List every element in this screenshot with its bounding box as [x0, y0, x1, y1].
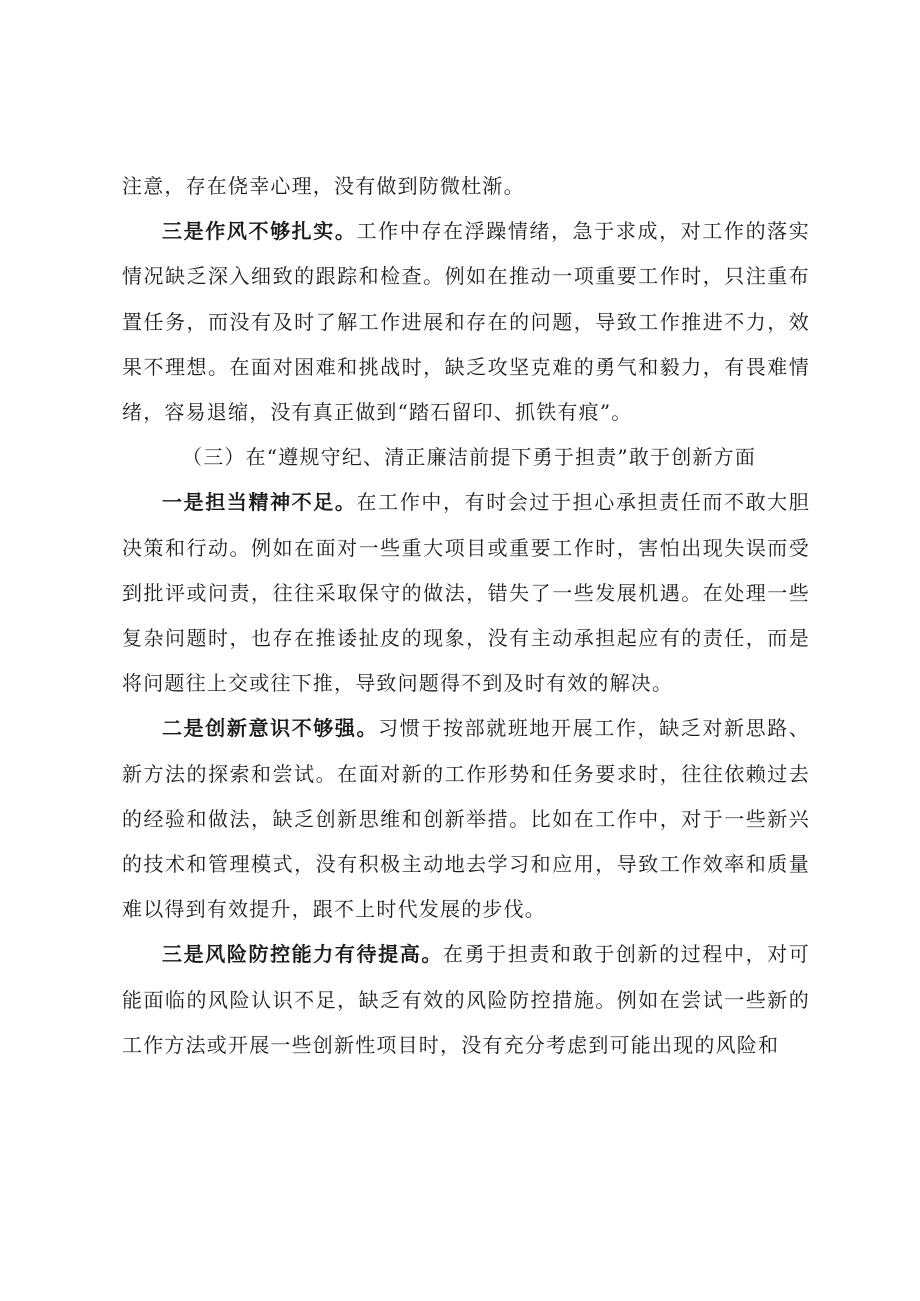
- paragraph-responsibility: [122, 480, 810, 706]
- paragraph-text: 在工作中，有时会过于担心承担责任而不敢大胆决策和行动。例如在面对一些重大项目或重要工作时，害怕出现失误而受到批评或问责，往往采取保守的做法，错失了一些发展机遇。在处理一些复杂问题时，也存在推诿扯皮的现象，没有主动承担起应有的责任，而是将问题往上交或往下推，导致问题得不到及时有效的解决。: [122, 490, 810, 696]
- paragraph-risk-control: [122, 932, 810, 1068]
- section-heading: [122, 435, 810, 480]
- paragraph-text: 注意，存在侥幸心理，没有做到防微杜渐。: [122, 174, 525, 198]
- section-heading-text: （三）在“遵规守纪、清正廉洁前提下勇于担责”敢于创新方面: [182, 445, 757, 470]
- paragraph-lead: 一是担当精神不足。: [162, 490, 357, 515]
- paragraph-innovation: [122, 706, 810, 932]
- paragraph-text: 习惯于按部就班地开展工作，缺乏对新思路、新方法的探索和尝试。在面对新的工作形势和任务要求时，往往依赖过去的经验和做法，缺乏创新思维和创新举措。比如在工作中，对于一些新兴的技术和管理模式，没有积极主动地去学习和应用，导致工作效率和质量难以得到有效提升，跟不上时代发展的步伐。: [122, 716, 811, 922]
- paragraph-text: 在勇于担责和敢于创新的过程中，对可能面临的风险认识不足，缺乏有效的风险防控措施。例如在尝试一些新的工作方法或开展一些创新性项目时，没有充分考虑到可能出现的风险和: [122, 942, 810, 1057]
- paragraph-lead: 三是风险防控能力有待提高。: [162, 942, 443, 967]
- paragraph-continuation: [122, 164, 810, 209]
- paragraph-lead: 二是创新意识不够强。: [162, 716, 379, 741]
- document-body: [122, 164, 810, 1068]
- paragraph-work-style: [122, 209, 810, 435]
- paragraph-text: 工作中存在浮躁情绪，急于求成，对工作的落实情况缺乏深入细致的跟踪和检查。例如在推动一项重要工作时，只注重布置任务，而没有及时了解工作进展和存在的问题，导致工作推进不力，效果不理想。在面对困难和挑战时，缺乏攻坚克难的勇气和毅力，有畏难情绪，容易退缩，没有真正做到“踏石留印、抓铁有痕”。: [122, 219, 810, 425]
- paragraph-lead: 三是作风不够扎实。: [162, 219, 357, 244]
